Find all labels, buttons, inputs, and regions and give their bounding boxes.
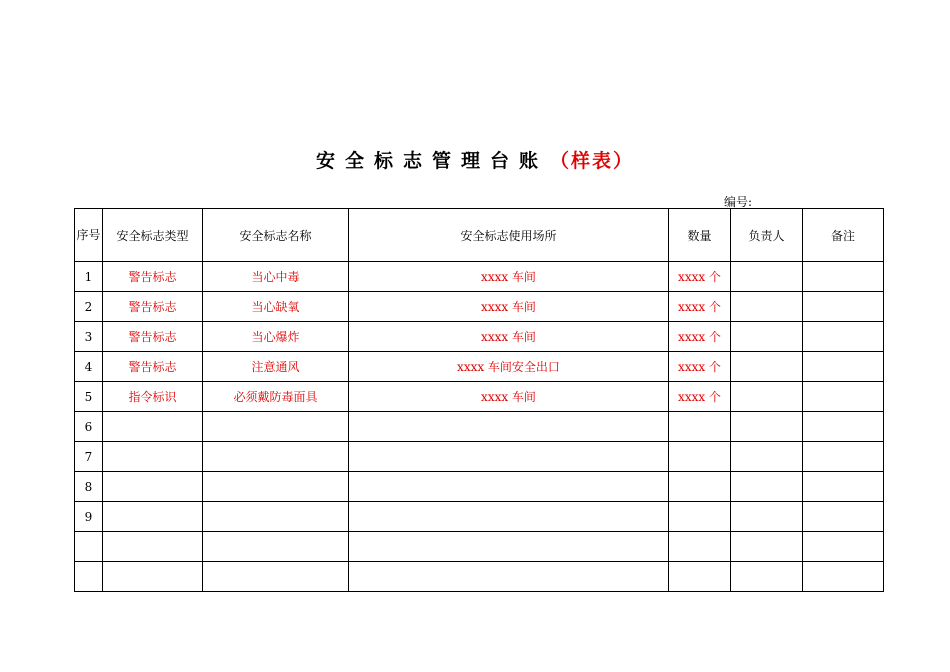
cell-location: xxxx 车间 <box>349 382 669 412</box>
cell-remark <box>803 292 884 322</box>
cell-name <box>203 472 349 502</box>
cell-quantity <box>669 532 731 562</box>
cell-remark <box>803 562 884 592</box>
title-sample-suffix: （样表） <box>550 150 635 172</box>
cell-location: xxxx 车间 <box>349 262 669 292</box>
table-row <box>75 262 884 292</box>
cell-quantity <box>669 442 731 472</box>
cell-owner <box>731 532 803 562</box>
cell-location: xxxx 车间 <box>349 322 669 352</box>
cell-owner <box>731 352 803 382</box>
cell-name <box>203 562 349 592</box>
col-header-type: 安全标志类型 <box>103 209 203 262</box>
cell-quantity: xxxx 个 <box>669 292 731 322</box>
cell-seq: 4 <box>75 352 103 382</box>
cell-seq: 1 <box>75 262 103 292</box>
cell-name <box>203 412 349 442</box>
cell-location <box>349 472 669 502</box>
cell-remark <box>803 412 884 442</box>
cell-owner <box>731 412 803 442</box>
cell-seq: 7 <box>75 442 103 472</box>
table-row <box>75 442 884 472</box>
cell-name <box>203 502 349 532</box>
cell-name: 当心缺氧 <box>203 292 349 322</box>
cell-location: xxxx 车间 <box>349 292 669 322</box>
cell-seq: 6 <box>75 412 103 442</box>
cell-quantity: xxxx 个 <box>669 322 731 352</box>
cell-remark <box>803 502 884 532</box>
table-row <box>75 292 884 322</box>
page-title <box>0 146 950 173</box>
cell-quantity <box>669 472 731 502</box>
ledger-table <box>74 208 884 592</box>
cell-type <box>103 562 203 592</box>
cell-owner <box>731 262 803 292</box>
doc-number-label: 编号: <box>724 195 753 209</box>
cell-type <box>103 472 203 502</box>
table-row <box>75 532 884 562</box>
cell-seq <box>75 532 103 562</box>
cell-location <box>349 562 669 592</box>
cell-seq: 8 <box>75 472 103 502</box>
cell-location <box>349 502 669 532</box>
cell-seq: 5 <box>75 382 103 412</box>
cell-type <box>103 412 203 442</box>
cell-name: 必须戴防毒面具 <box>203 382 349 412</box>
cell-location <box>349 442 669 472</box>
ledger-body <box>75 262 884 592</box>
cell-quantity: xxxx 个 <box>669 262 731 292</box>
cell-seq: 3 <box>75 322 103 352</box>
cell-quantity: xxxx 个 <box>669 352 731 382</box>
cell-location: xxxx 车间安全出口 <box>349 352 669 382</box>
table-row <box>75 352 884 382</box>
cell-owner <box>731 502 803 532</box>
table-header-row <box>75 209 884 262</box>
cell-seq: 2 <box>75 292 103 322</box>
table-row <box>75 562 884 592</box>
cell-seq: 9 <box>75 502 103 532</box>
cell-owner <box>731 442 803 472</box>
cell-remark <box>803 382 884 412</box>
title-main: 安全标志管理台账 <box>315 150 548 172</box>
table-row <box>75 382 884 412</box>
table-row <box>75 502 884 532</box>
cell-remark <box>803 472 884 502</box>
cell-type <box>103 502 203 532</box>
cell-owner <box>731 562 803 592</box>
cell-remark <box>803 262 884 292</box>
col-header-owner: 负责人 <box>731 209 803 262</box>
cell-type: 指令标识 <box>103 382 203 412</box>
cell-name: 注意通风 <box>203 352 349 382</box>
table-row <box>75 472 884 502</box>
cell-quantity <box>669 412 731 442</box>
cell-owner <box>731 322 803 352</box>
cell-remark <box>803 352 884 382</box>
cell-quantity <box>669 502 731 532</box>
cell-name <box>203 532 349 562</box>
cell-owner <box>731 472 803 502</box>
col-header-quantity: 数量 <box>669 209 731 262</box>
col-header-name: 安全标志名称 <box>203 209 349 262</box>
cell-location <box>349 532 669 562</box>
cell-quantity <box>669 562 731 592</box>
cell-type: 警告标志 <box>103 292 203 322</box>
cell-location <box>349 412 669 442</box>
cell-type <box>103 442 203 472</box>
col-header-remark: 备注 <box>803 209 884 262</box>
cell-owner <box>731 292 803 322</box>
table-row <box>75 412 884 442</box>
cell-remark <box>803 442 884 472</box>
cell-type: 警告标志 <box>103 322 203 352</box>
cell-remark <box>803 532 884 562</box>
cell-name: 当心爆炸 <box>203 322 349 352</box>
col-header-location: 安全标志使用场所 <box>349 209 669 262</box>
cell-owner <box>731 382 803 412</box>
cell-name: 当心中毒 <box>203 262 349 292</box>
cell-quantity: xxxx 个 <box>669 382 731 412</box>
cell-type: 警告标志 <box>103 352 203 382</box>
cell-name <box>203 442 349 472</box>
table-row <box>75 322 884 352</box>
cell-seq <box>75 562 103 592</box>
cell-type: 警告标志 <box>103 262 203 292</box>
cell-remark <box>803 322 884 352</box>
col-header-seq: 序号 <box>75 209 103 262</box>
cell-type <box>103 532 203 562</box>
